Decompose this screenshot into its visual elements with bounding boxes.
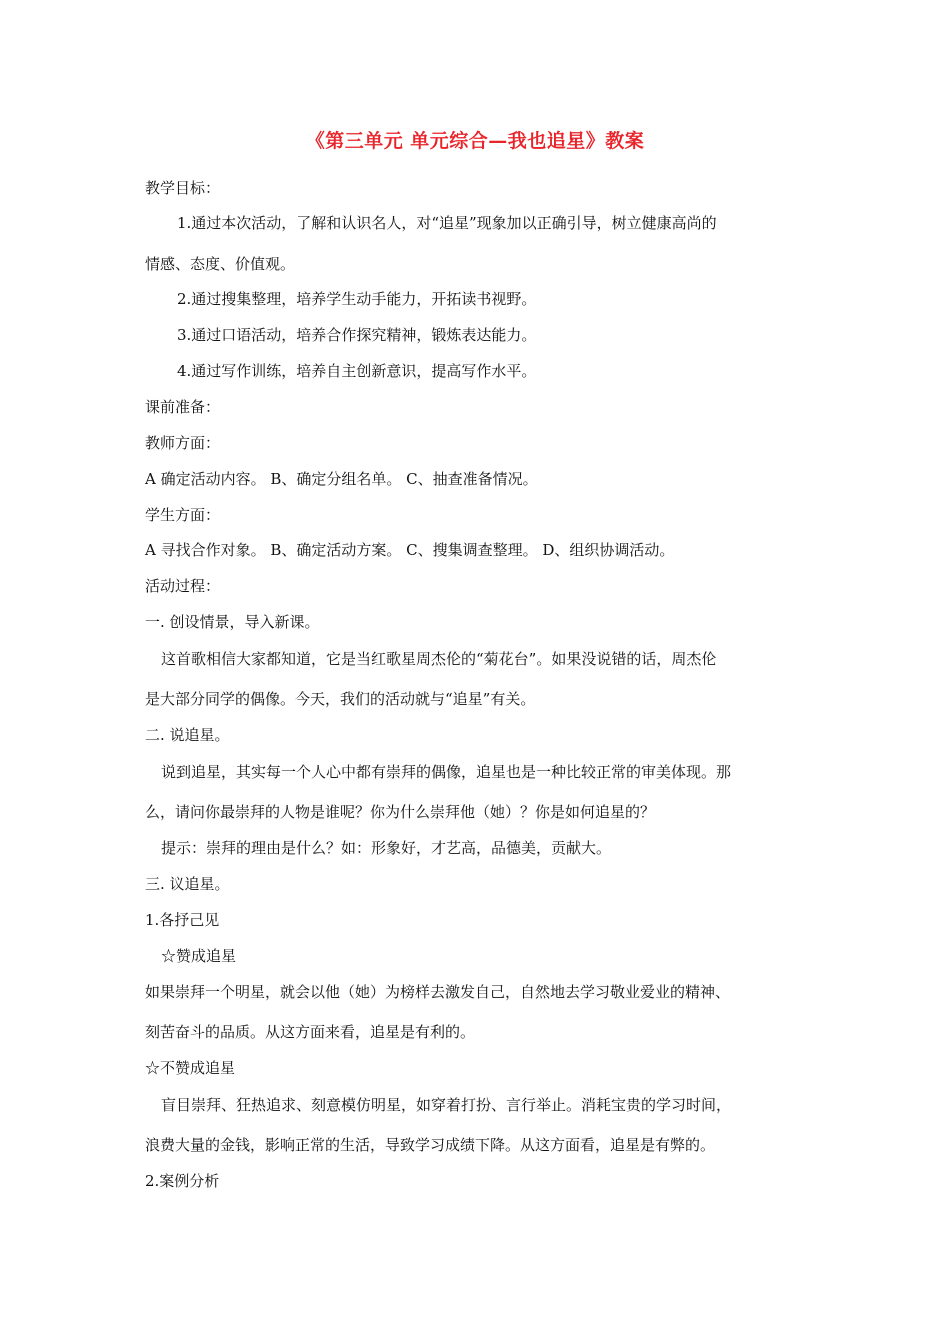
subheading: 1.各抒己见 [145, 911, 220, 929]
document-title: 《第三单元 单元综合—我也追星》教案 [305, 130, 645, 152]
section-heading-process: 活动过程： [145, 577, 221, 595]
paragraph-line: A 确定活动内容。 B、确定分组名单。 C、抽查准备情况。 [145, 470, 538, 488]
paragraph-line: 3.通过口语活动，培养合作探究精神，锻炼表达能力。 [177, 326, 537, 344]
paragraph-line: 盲目崇拜、狂热追求、刻意模仿明星，如穿着打扮、言行举止。消耗宝贵的学习时间， [161, 1096, 732, 1114]
subheading-student: 学生方面： [145, 506, 221, 524]
subheading-teacher: 教师方面： [145, 434, 221, 452]
paragraph-line: 刻苦奋斗的品质。从这方面来看，追星是有利的。 [145, 1023, 476, 1041]
paragraph-line: 如果崇拜一个明星，就会以他（她）为榜样去激发自己，自然地去学习敬业爱业的精神、 [145, 983, 731, 1001]
paragraph-line: 4.通过写作训练，培养自主创新意识，提高写作水平。 [177, 362, 537, 380]
section-heading-preparation: 课前准备： [145, 398, 221, 416]
paragraph-line: 这首歌相信大家都知道，它是当红歌星周杰伦的“菊花台”。如果没说错的话，周杰伦 [161, 650, 717, 668]
paragraph-line: 是大部分同学的偶像。今天，我们的活动就与“追星”有关。 [145, 690, 536, 708]
section-heading-teaching-goals: 教学目标： [145, 179, 221, 197]
subheading: 2.案例分析 [145, 1172, 220, 1190]
step-heading: 一. 创设情景，导入新课。 [145, 613, 320, 631]
paragraph-line: A 寻找合作对象。 B、确定活动方案。 C、搜集调查整理。 D、组织协调活动。 [145, 541, 675, 559]
paragraph-line: 2.通过搜集整理，培养学生动手能力，开拓读书视野。 [177, 290, 537, 308]
paragraph-line: 么，请问你最崇拜的人物是谁呢？你为什么崇拜他（她）？你是如何追星的？ [145, 803, 656, 821]
paragraph-line: 1.通过本次活动，了解和认识名人，对“追星”现象加以正确引导，树立健康高尚的 [177, 214, 717, 232]
paragraph-line: 情感、态度、价值观。 [145, 255, 296, 273]
paragraph-line: 浪费大量的金钱，影响正常的生活，导致学习成绩下降。从这方面看，追星是有弊的。 [145, 1136, 716, 1154]
subheading: ☆不赞成追星 [145, 1059, 236, 1077]
paragraph-line: 提示：崇拜的理由是什么？如：形象好，才艺高，品德美，贡献大。 [161, 839, 612, 857]
step-heading: 二. 说追星。 [145, 726, 230, 744]
paragraph-line: 说到追星，其实每一个人心中都有崇拜的偶像，追星也是一种比较正常的审美体现。那 [161, 763, 732, 781]
subheading: ☆赞成追星 [161, 947, 237, 965]
step-heading: 三. 议追星。 [145, 875, 230, 893]
